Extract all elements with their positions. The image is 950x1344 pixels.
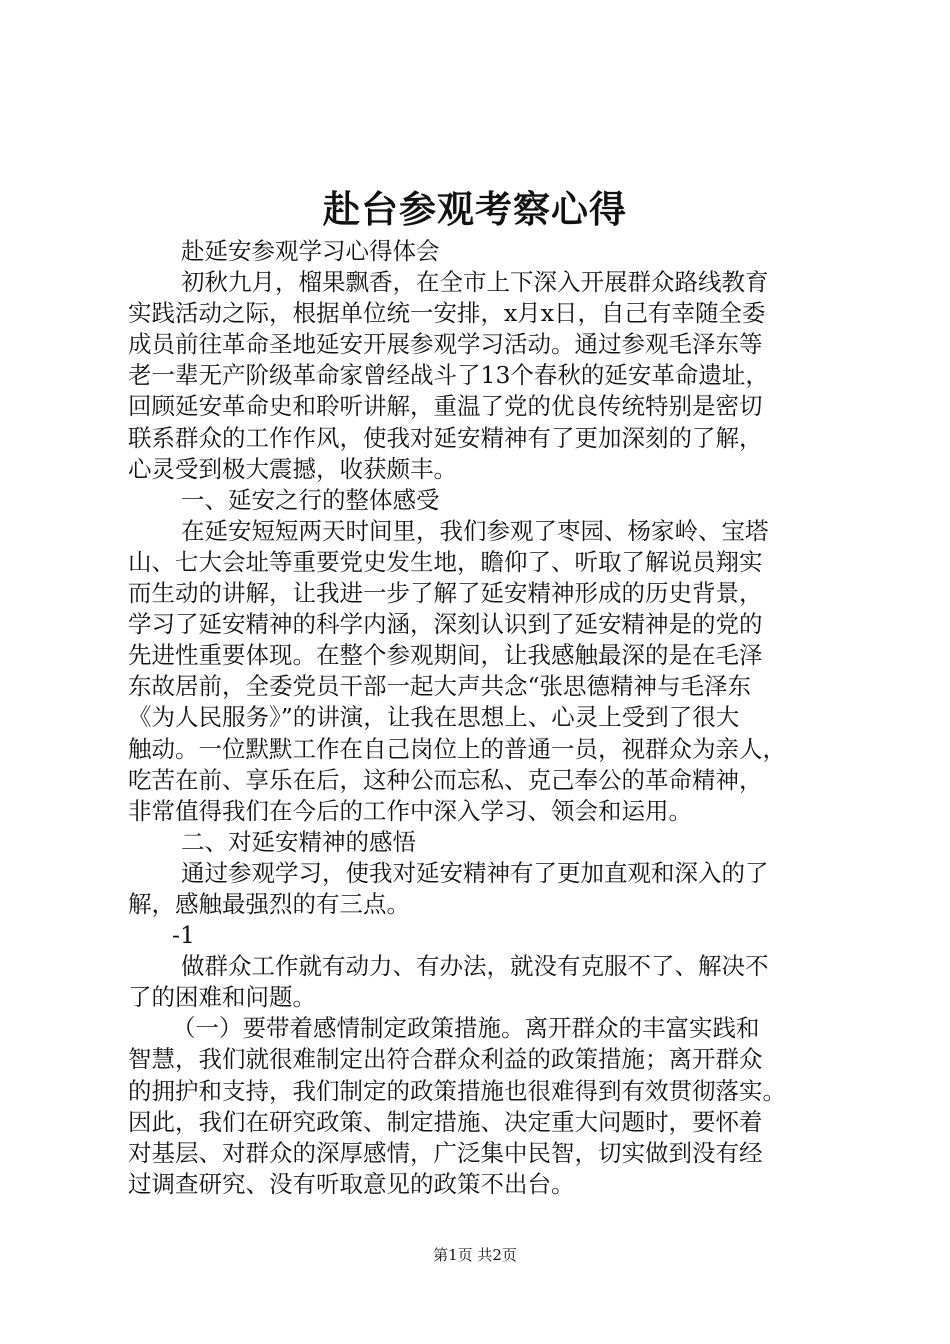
paragraph-line: 联系群众的工作作风，使我对延安精神有了更加深刻的了解， xyxy=(128,423,763,452)
paragraph-line: 先进性重要体现。在整个参观期间，让我感触最深的是在毛泽 xyxy=(128,641,763,670)
paragraph-line: 初秋九月，榴果飘香，在全市上下深入开展群众路线教育 xyxy=(181,268,769,297)
page-marker-line: -1 xyxy=(172,921,195,950)
paragraph-line: 吃苦在前、享乐在后，这种公而忘私、克己奉公的革命精神， xyxy=(128,765,763,794)
paragraph-line: 过调查研究、没有听取意见的政策不出台。 xyxy=(128,1169,575,1198)
paragraph-line: 了的困难和问题。 xyxy=(128,983,316,1012)
subtitle-line: 赴延安参观学习心得体会 xyxy=(181,237,440,265)
paragraph-line: 回顾延安革命史和聆听讲解，重温了党的优良传统特别是密切 xyxy=(128,392,763,421)
section-heading: 二、对延安精神的感悟 xyxy=(181,827,416,856)
paragraph-line: 而生动的讲解，让我进一步了解了延安精神形成的历史背景， xyxy=(128,579,763,608)
paragraph-line: 对基层、对群众的深厚感情，广泛集中民智，切实做到没有经 xyxy=(128,1138,763,1167)
paragraph-line: 学习了延安精神的科学内涵，深刻认识到了延安精神是的党的 xyxy=(128,610,763,639)
section-heading: 一、延安之行的整体感受 xyxy=(181,485,440,514)
paragraph-line: 做群众工作就有动力、有办法，就没有克服不了、解决不 xyxy=(181,952,769,981)
paragraph-line: 在延安短短两天时间里，我们参观了枣园、杨家岭、宝塔 xyxy=(181,516,769,545)
paragraph-line: 山、七大会址等重要党史发生地，瞻仰了、听取了解说员翔实 xyxy=(128,547,763,576)
paragraph-line: 非常值得我们在今后的工作中深入学习、领会和运用。 xyxy=(128,796,692,825)
subsection-line: （一）要带着感情制定政策措施。离开群众的丰富实践和 xyxy=(172,1014,760,1043)
paragraph-line: 老一辈无产阶级革命家曾经战斗了13个春秋的延安革命遗址， xyxy=(128,361,769,390)
paragraph-line: 东故居前，全委党员干部一起大声共念“张思德精神与毛泽东 xyxy=(128,672,752,701)
paragraph-line: 实践活动之际，根据单位统一安排，x月x日，自己有幸随全委 xyxy=(128,299,766,328)
paragraph-line: 的拥护和支持，我们制定的政策措施也很难得到有效贯彻落实。 xyxy=(128,1076,786,1105)
paragraph-line: 心灵受到极大震撼，收获颇丰。 xyxy=(128,454,457,483)
paragraph-line: 智慧，我们就很难制定出符合群众利益的政策措施；离开群众 xyxy=(128,1045,763,1074)
paragraph-line: 触动。一位默默工作在自己岗位上的普通一员，视群众为亲人， xyxy=(128,734,786,763)
document-body xyxy=(128,236,836,1200)
paragraph-line: 解，感触最强烈的有三点。 xyxy=(128,889,410,918)
paragraph-line: 《为人民服务》”的讲演，让我在思想上、心灵上受到了很大 xyxy=(128,703,740,732)
page-number-footer: 第1页 共2页 xyxy=(433,1246,517,1264)
paragraph-line: 因此，我们在研究政策、制定措施、决定重大问题时，要怀着 xyxy=(128,1107,763,1136)
paragraph-line: 成员前往革命圣地延安开展参观学习活动。通过参观毛泽东等 xyxy=(128,330,763,359)
document-title: 赴台参观考察心得 xyxy=(323,187,627,231)
paragraph-line: 通过参观学习，使我对延安精神有了更加直观和深入的了 xyxy=(181,858,769,887)
